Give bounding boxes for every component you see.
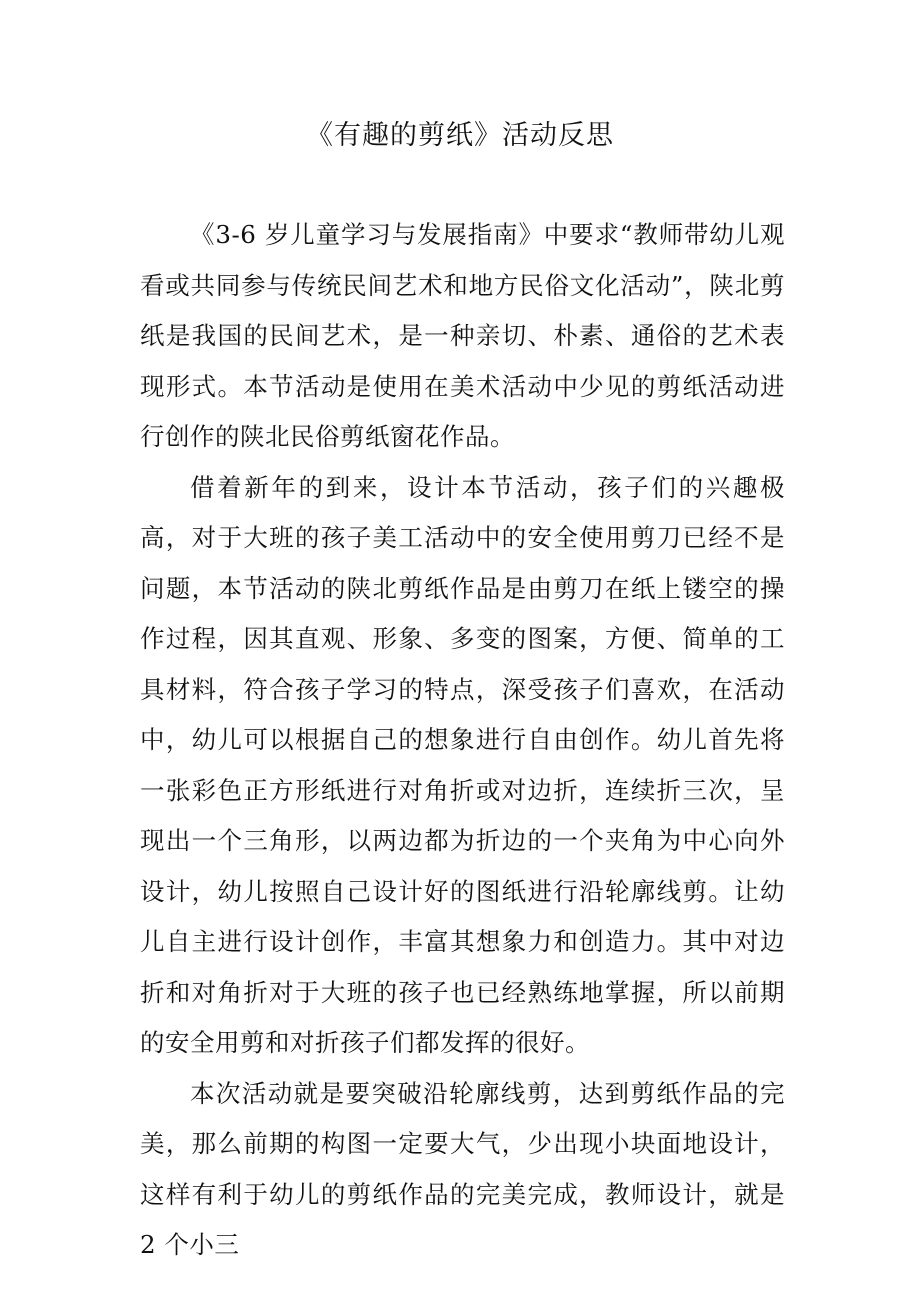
paragraph-3: 本次活动就是要突破沿轮廓线剪，达到剪纸作品的完美，那么前期的构图一定要大气，少出现小块面地设计，这样有利于幼儿的剪纸作品的完美完成，教师设计，就是 2 个小三	[140, 1078, 785, 1259]
paragraph-1: 《3-6 岁儿童学习与发展指南》中要求“教师带幼儿观看或共同参与传统民间艺术和地方民俗文化活动”，陕北剪纸是我国的民间艺术，是一种亲切、朴素、通俗的艺术表现形式。本节活动是使用在美术活动中少见的剪纸活动进行创作的陕北民俗剪纸窗花作品。	[140, 220, 785, 451]
document-body	[140, 210, 785, 1271]
paragraph-2: 借着新年的到来，设计本节活动，孩子们的兴趣极高，对于大班的孩子美工活动中的安全使用剪刀已经不是问题，本节活动的陕北剪纸作品是由剪刀在纸上镂空的操作过程，因其直观、形象、多变的图案，方便、简单的工具材料，符合孩子学习的特点，深受孩子们喜欢，在活动中，幼儿可以根据自己的想象进行自由创作。幼儿首先将一张彩色正方形纸进行对角折或对边折，连续折三次，呈现出一个三角形，以两边都为折边的一个夹角为中心向外设计，幼儿按照自己设计好的图纸进行沿轮廓线剪。让幼儿自主进行设计创作，丰富其想象力和创造力。其中对边折和对角折对于大班的孩子也已经熟练地掌握，所以前期的安全用剪和对折孩子们都发挥的很好。	[140, 472, 785, 1057]
document-title: 《有趣的剪纸》活动反思	[306, 120, 614, 151]
